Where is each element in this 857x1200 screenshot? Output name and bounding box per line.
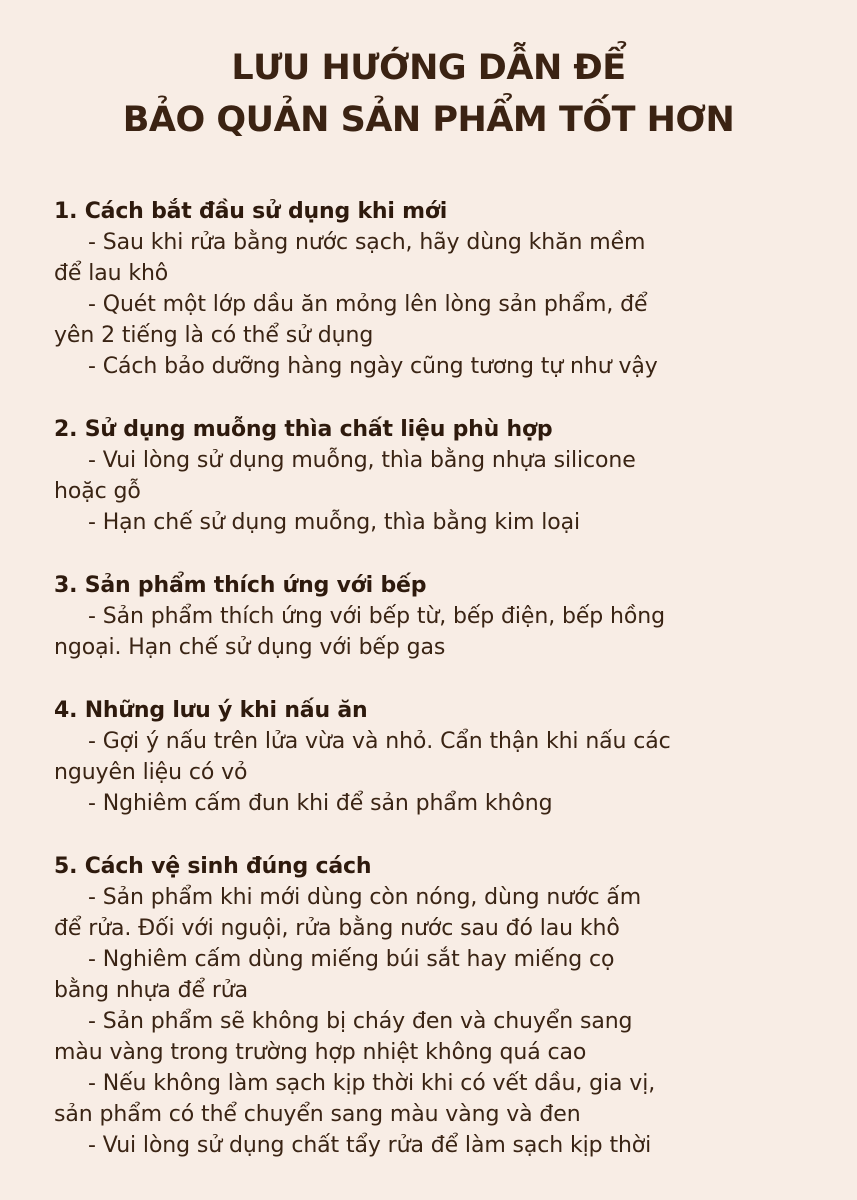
title-line-2: BẢO QUẢN SẢN PHẨM TỐT HƠN [122,100,735,140]
instruction-line: - Sau khi rửa bằng nước sạch, hãy dùng khăn mềm [88,230,646,255]
instruction-line: để rửa. Đối với nguội, rửa bằng nước sau đó lau khô [54,916,620,941]
instruction-line: hoặc gỗ [54,479,141,504]
section-cooking-notes [54,695,803,819]
instruction-line: ngoại. Hạn chế sử dụng với bếp gas [54,635,446,660]
instruction-line: - Nghiêm cấm đun khi để sản phẩm không [88,791,553,816]
section-heading: 4. Những lưu ý khi nấu ăn [54,698,368,723]
section-heading: 2. Sử dụng muỗng thìa chất liệu phù hợp [54,417,553,442]
instruction-line: - Vui lòng sử dụng chất tẩy rửa để làm sạch kịp thời [88,1133,652,1158]
instruction-line: - Quét một lớp dầu ăn mỏng lên lòng sản phẩm, để [88,292,648,317]
instruction-line: sản phẩm có thể chuyển sang màu vàng và đen [54,1102,581,1127]
instruction-line: yên 2 tiếng là có thể sử dụng [54,323,374,348]
section-first-use [54,196,803,382]
section-cleaning [54,851,803,1161]
instruction-sections [54,196,803,1161]
instruction-line: màu vàng trong trường hợp nhiệt không quá cao [54,1040,587,1065]
instruction-line: để lau khô [54,261,169,286]
instruction-line: bằng nhựa để rửa [54,978,249,1003]
section-heading: 5. Cách vệ sinh đúng cách [54,854,372,879]
section-stove-compatibility [54,570,803,663]
instruction-line: - Nghiêm cấm dùng miếng búi sắt hay miếng cọ [88,947,615,972]
instruction-line: - Cách bảo dưỡng hàng ngày cũng tương tự như vậy [88,354,658,379]
page-title [54,0,803,146]
instruction-line: - Gợi ý nấu trên lửa vừa và nhỏ. Cẩn thận khi nấu các [88,729,671,754]
instruction-line: - Vui lòng sử dụng muỗng, thìa bằng nhựa silicone [88,448,636,473]
instruction-line: - Sản phẩm sẽ không bị cháy đen và chuyển sang [88,1009,633,1034]
instruction-line: nguyên liệu có vỏ [54,760,248,785]
instruction-line: - Hạn chế sử dụng muỗng, thìa bằng kim loại [88,510,581,535]
instruction-line: - Nếu không làm sạch kịp thời khi có vết dầu, gia vị, [88,1071,656,1096]
title-line-1: LƯU HƯỚNG DẪN ĐỂ [231,48,626,88]
section-heading: 3. Sản phẩm thích ứng với bếp [54,573,427,598]
instruction-line: - Sản phẩm khi mới dùng còn nóng, dùng nước ấm [88,885,642,910]
section-heading: 1. Cách bắt đầu sử dụng khi mới [54,199,448,224]
instruction-line: - Sản phẩm thích ứng với bếp từ, bếp điện, bếp hồng [88,604,665,629]
section-utensils [54,414,803,538]
